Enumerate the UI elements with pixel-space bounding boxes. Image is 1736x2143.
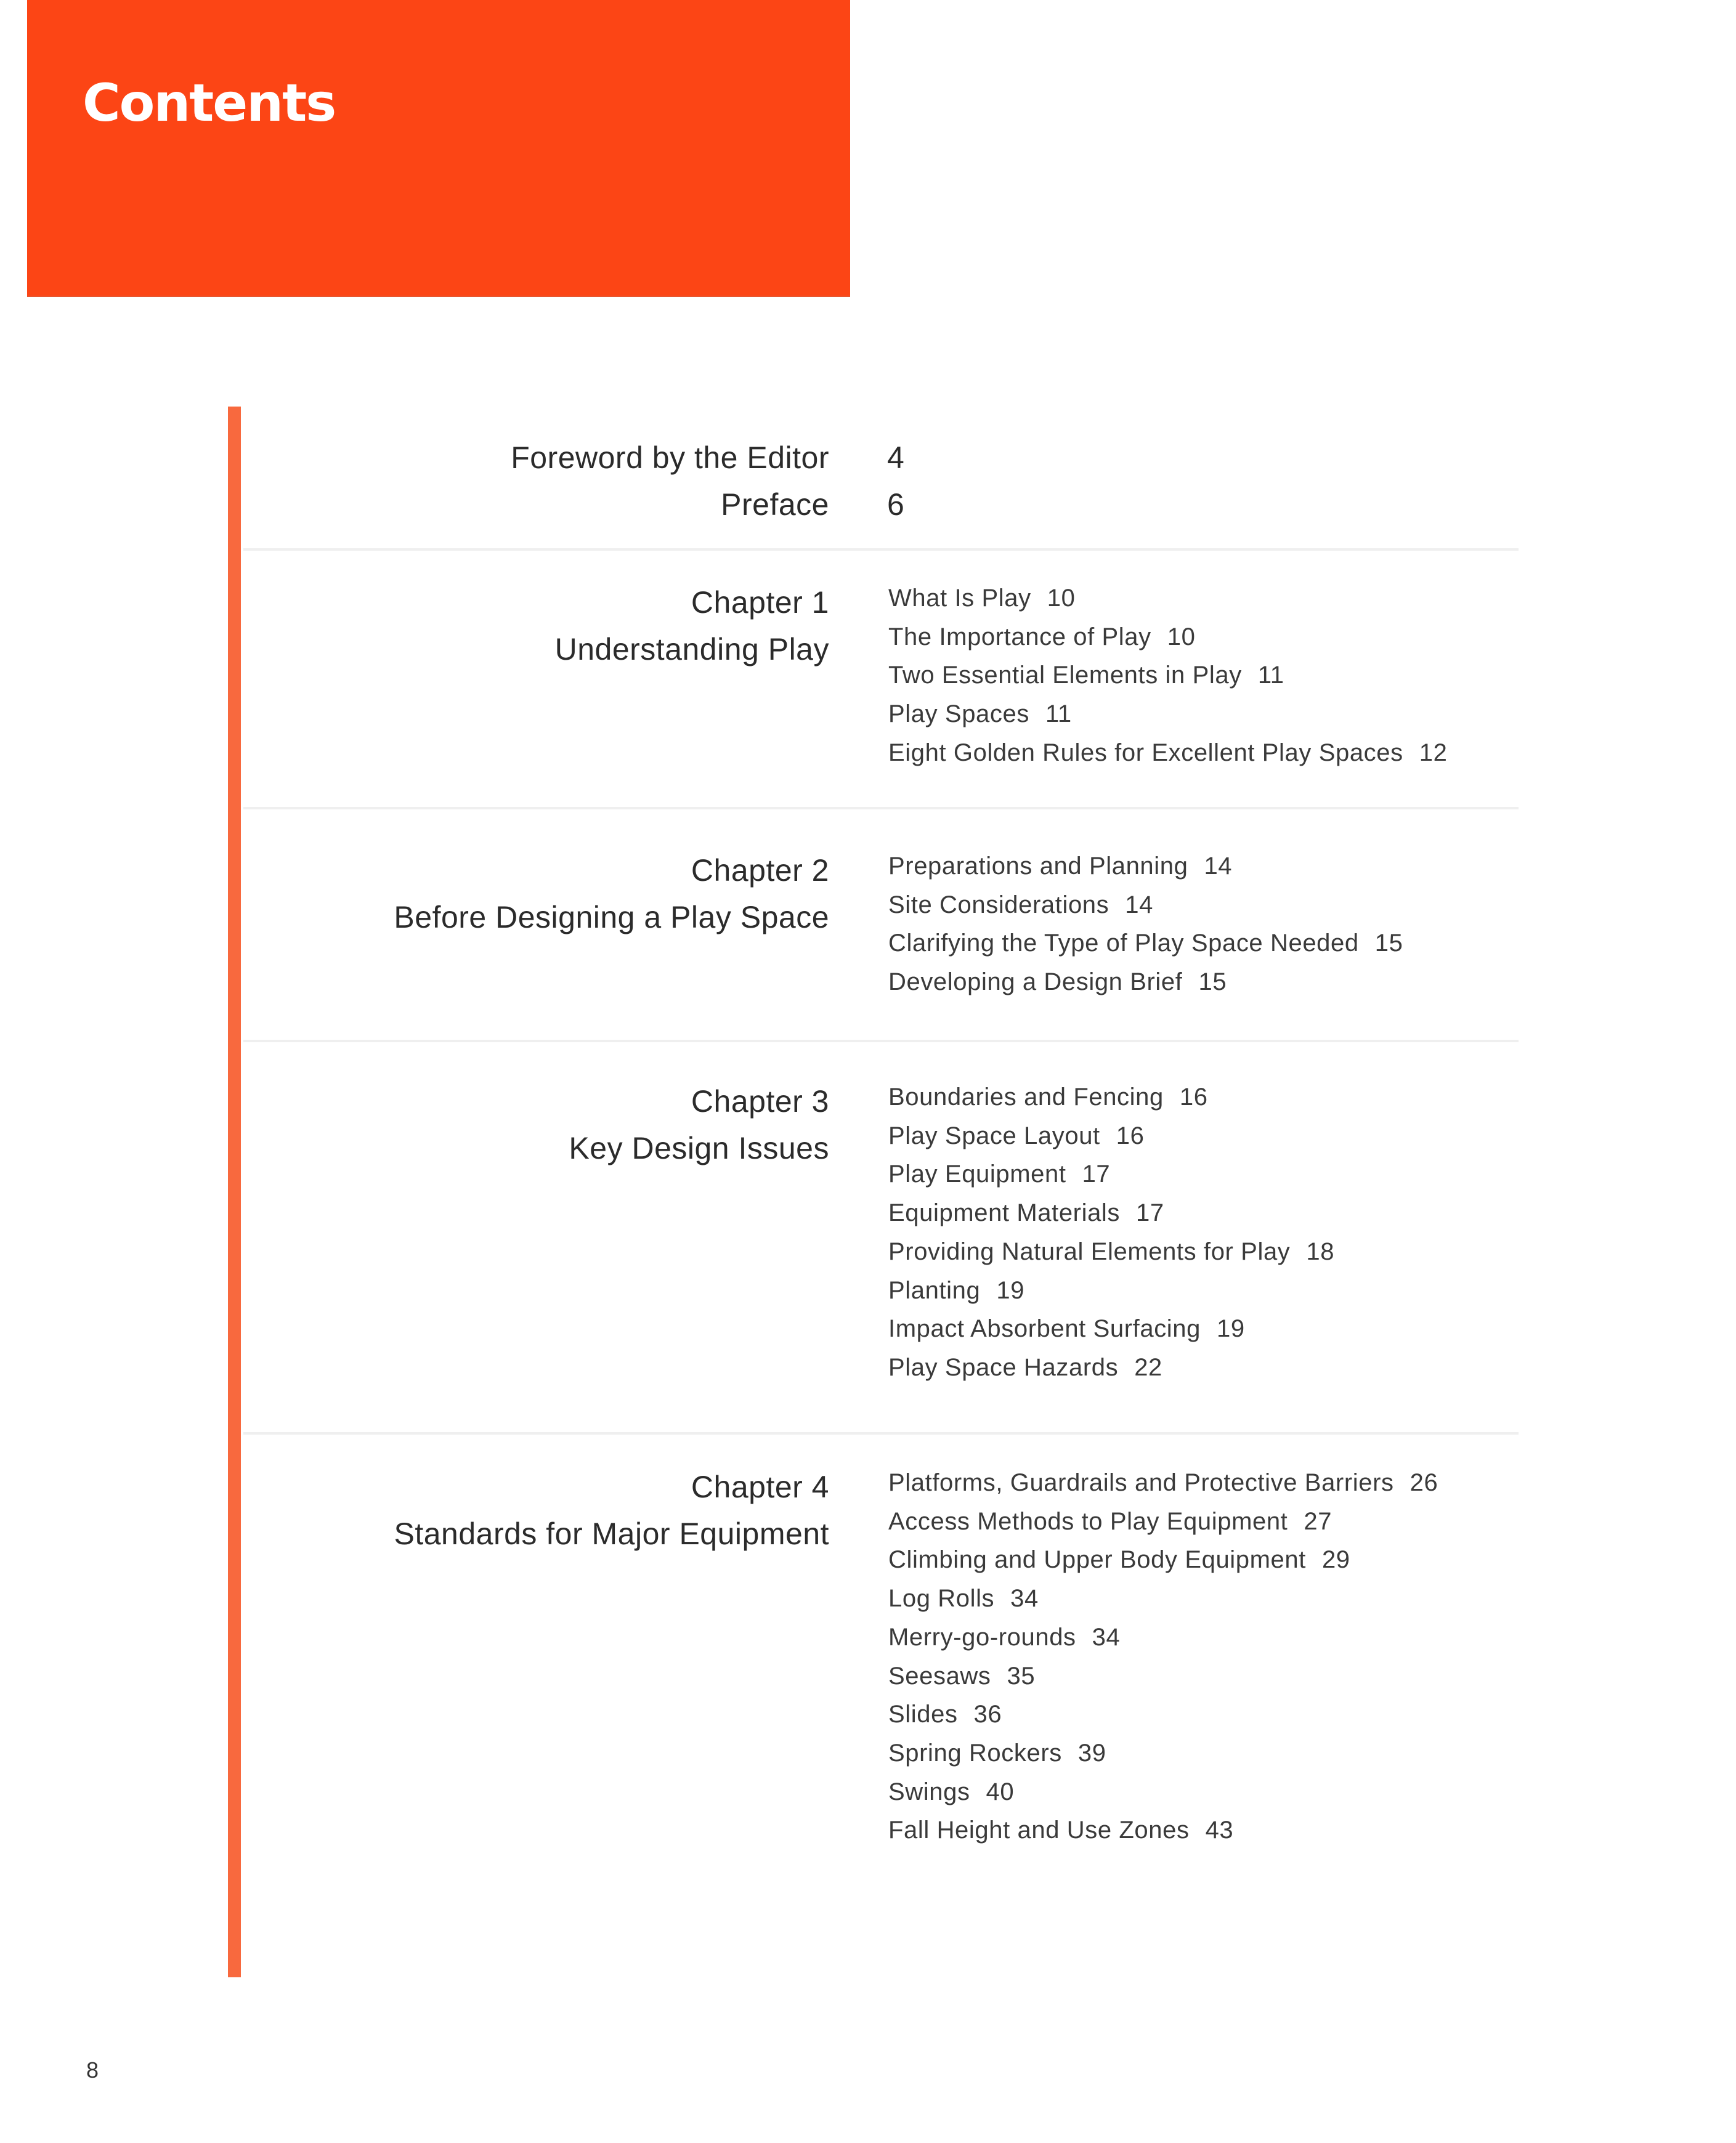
toc-entry[interactable] — [888, 963, 1403, 1002]
page-title: Contents — [83, 73, 336, 133]
entry-page: 34 — [1092, 1623, 1121, 1651]
entry-page: 12 — [1419, 739, 1448, 766]
entry-title: Developing a Design Brief — [888, 968, 1183, 996]
entry-title: Two Essential Elements in Play — [888, 662, 1242, 689]
entry-page: 15 — [1198, 968, 1227, 996]
entry-title: Play Equipment — [888, 1161, 1066, 1188]
entry-page: 14 — [1125, 891, 1153, 918]
toc-entry[interactable] — [888, 1695, 1438, 1734]
chapter-title[interactable]: Understanding Play — [554, 632, 829, 666]
page-number-folio: 8 — [86, 2057, 99, 2083]
page-number: 4 — [887, 440, 904, 475]
page-number: 6 — [887, 487, 904, 522]
toc-entry[interactable] — [888, 1579, 1438, 1618]
chapter-label: Chapter 3 — [691, 1084, 829, 1119]
toc-entry[interactable] — [888, 1078, 1334, 1117]
entry-page: 10 — [1047, 585, 1076, 612]
toc-item-preface[interactable]: Preface — [721, 487, 829, 522]
entry-page: 16 — [1179, 1084, 1208, 1111]
entry-page: 39 — [1077, 1739, 1106, 1767]
chapter-title[interactable]: Before Designing a Play Space — [394, 900, 829, 934]
entry-title: Climbing and Upper Body Equipment — [888, 1546, 1306, 1574]
entry-title: Seesaws — [888, 1662, 991, 1690]
entry-page: 15 — [1374, 930, 1403, 957]
section-divider — [243, 1040, 1519, 1042]
entry-title: Slides — [888, 1701, 958, 1728]
chapter-title[interactable]: Key Design Issues — [569, 1131, 829, 1165]
entry-page: 34 — [1010, 1585, 1039, 1613]
chapter-4-entries — [888, 1464, 1438, 1850]
section-divider — [243, 807, 1519, 809]
entry-title: Equipment Materials — [888, 1199, 1121, 1227]
entry-page: 27 — [1304, 1507, 1332, 1535]
header-banner — [27, 0, 850, 296]
chapter-1-heading — [555, 579, 829, 673]
toc-entry[interactable] — [888, 1155, 1334, 1194]
chapter-4-heading — [394, 1464, 829, 1557]
entry-page: 11 — [1045, 700, 1072, 728]
chapter-label: Chapter 2 — [691, 853, 829, 888]
entry-title: Fall Height and Use Zones — [888, 1817, 1190, 1844]
entry-title: The Importance of Play — [888, 623, 1151, 650]
toc-item-foreword[interactable]: Foreword by the Editor — [511, 440, 829, 475]
toc-entry[interactable] — [888, 1811, 1438, 1850]
entry-title: Preparations and Planning — [888, 853, 1188, 880]
entry-title: Play Space Hazards — [888, 1353, 1119, 1381]
toc-entry[interactable] — [888, 1271, 1334, 1310]
entry-page: 43 — [1205, 1817, 1234, 1844]
section-divider — [243, 1432, 1519, 1435]
entry-page: 10 — [1167, 623, 1196, 650]
chapter-1-entries — [888, 579, 1447, 772]
toc-entry[interactable] — [888, 1502, 1438, 1541]
entry-page: 16 — [1116, 1122, 1145, 1149]
toc-entry[interactable] — [888, 924, 1403, 963]
entry-page: 11 — [1257, 662, 1284, 689]
toc-entry[interactable] — [888, 1618, 1438, 1657]
entry-page: 17 — [1136, 1199, 1164, 1227]
chapter-label: Chapter 4 — [691, 1470, 829, 1504]
entry-title: Spring Rockers — [888, 1739, 1062, 1767]
chapter-2-entries — [888, 847, 1403, 1002]
chapter-3-heading — [569, 1078, 829, 1172]
toc-entry[interactable] — [888, 1773, 1438, 1812]
chapter-3-entries — [888, 1078, 1334, 1387]
entry-page: 19 — [996, 1276, 1025, 1304]
toc-entry[interactable] — [888, 1233, 1334, 1271]
chapter-label: Chapter 1 — [691, 585, 829, 620]
entry-page: 17 — [1082, 1161, 1111, 1188]
toc-entry[interactable] — [888, 695, 1447, 734]
entry-page: 19 — [1217, 1315, 1245, 1343]
toc-entry[interactable] — [888, 1310, 1334, 1348]
entry-title: Access Methods to Play Equipment — [888, 1507, 1288, 1535]
entry-title: Play Spaces — [888, 700, 1029, 728]
toc-entry[interactable] — [888, 656, 1447, 695]
entry-title: Planting — [888, 1276, 981, 1304]
chapter-title[interactable]: Standards for Major Equipment — [394, 1517, 829, 1551]
entry-title: What Is Play — [888, 585, 1031, 612]
entry-title: Clarifying the Type of Play Space Needed — [888, 930, 1359, 957]
entry-page: 22 — [1134, 1353, 1162, 1381]
entry-title: Swings — [888, 1778, 970, 1805]
entry-page: 26 — [1409, 1469, 1438, 1496]
toc-entry[interactable] — [888, 618, 1447, 657]
toc-entry[interactable] — [888, 1541, 1438, 1579]
entry-title: Providing Natural Elements for Play — [888, 1238, 1291, 1265]
front-matter-pages — [887, 434, 904, 528]
toc-entry[interactable] — [888, 579, 1447, 618]
entry-title: Boundaries and Fencing — [888, 1084, 1164, 1111]
chapter-2-heading — [394, 847, 829, 941]
entry-title: Play Space Layout — [888, 1122, 1100, 1149]
entry-title: Log Rolls — [888, 1585, 995, 1613]
entry-title: Platforms, Guardrails and Protective Barriers — [888, 1469, 1394, 1496]
toc-entry[interactable] — [888, 734, 1447, 772]
section-divider — [243, 548, 1519, 551]
entry-title: Eight Golden Rules for Excellent Play Spaces — [888, 739, 1403, 766]
toc-entry[interactable] — [888, 1117, 1334, 1156]
toc-entry[interactable] — [888, 886, 1403, 925]
entry-page: 40 — [986, 1778, 1015, 1805]
entry-title: Impact Absorbent Surfacing — [888, 1315, 1201, 1343]
entry-page: 35 — [1007, 1662, 1036, 1690]
entry-page: 29 — [1321, 1546, 1350, 1574]
toc-entry[interactable] — [888, 1657, 1438, 1696]
entry-title: Merry-go-rounds — [888, 1623, 1076, 1651]
front-matter-titles — [511, 434, 829, 528]
entry-page: 18 — [1306, 1238, 1335, 1265]
entry-page: 36 — [973, 1701, 1002, 1728]
toc-entry[interactable] — [888, 1464, 1438, 1502]
toc-entry[interactable] — [888, 1734, 1438, 1773]
entry-title: Site Considerations — [888, 891, 1109, 918]
toc-entry[interactable] — [888, 847, 1403, 886]
toc-entry[interactable] — [888, 1348, 1334, 1387]
entry-page: 14 — [1204, 853, 1233, 880]
accent-bar — [228, 407, 241, 1977]
toc-entry[interactable] — [888, 1194, 1334, 1233]
